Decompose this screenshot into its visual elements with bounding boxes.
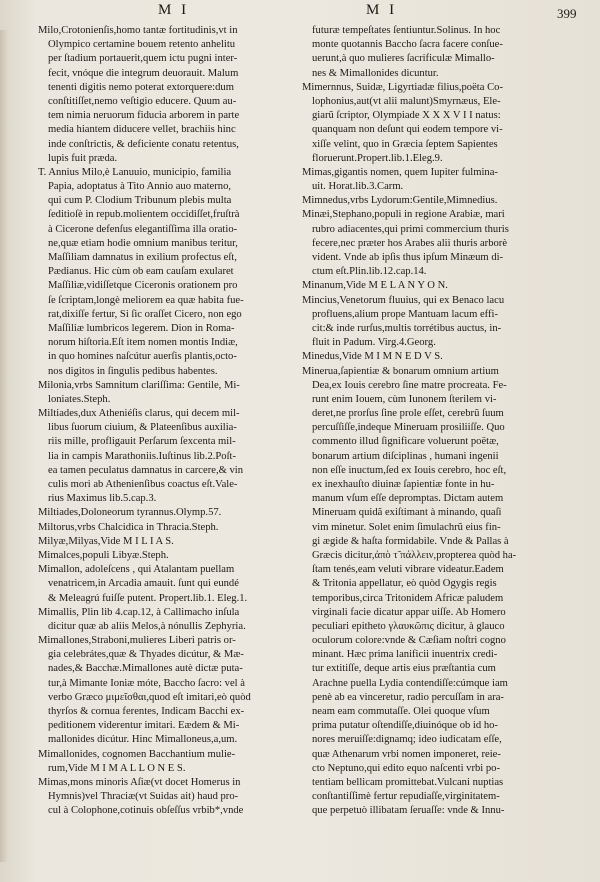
text-line: Mimallones,Straboni,mulieres Liberi patris or- <box>38 635 236 647</box>
text-line: Maſſiliam damnatus in exilium profectus eſt, <box>48 252 237 263</box>
text-line: libus ſuorum ciuium, & Plateenſibus auxilia- <box>48 422 237 434</box>
text-line: nos digitos in ſingulis pedibus habentes. <box>48 365 218 377</box>
text-line: per ſtadium portauerit,quem ictu pugni inter- <box>48 53 238 65</box>
text-line: ea tamen peculatus damnatus in carcere,& vin <box>48 464 244 476</box>
text-line: riis mille, profligauit Perſarum ſexcenta mil- <box>48 436 236 448</box>
text-line: lupis fuit præda. <box>48 152 118 164</box>
text-line: Mimallonides, cognomen Bacchantium mulie- <box>38 748 236 760</box>
text-line: uit. Horat.lib.3.Carm. <box>312 181 404 193</box>
text-line: Olympico certamine bouem retento anhelitu <box>48 39 236 51</box>
header-left-title: M I <box>158 2 190 18</box>
text-line: conſtitiſſet,nemo veſtigio educere. Quum au- <box>48 95 237 107</box>
text-line: xiſſe velint, quo in Græcia ſeptem Sapientes <box>312 138 498 150</box>
text-line: verbo Græco μιμεῖσθαι,quod eſt imitari,eò quòd <box>48 691 251 703</box>
text-line: profluens,alium prope Mantuam lacum effi- <box>312 308 499 320</box>
text-line: floruerunt.Propert.lib.1.Eleg.9. <box>312 152 443 164</box>
text-line: Minedus,Vide M I M N E D V S. <box>302 351 443 363</box>
text-line: penè ab ea vinceretur, radio percuſſam in ara- <box>312 691 504 703</box>
text-line: minant. Hæc prima lanificii inuentrix credi- <box>312 649 498 661</box>
text-line: Mimallon, adoleſcens , qui Atalantam puellam <box>38 564 235 576</box>
text-line: thyrſos & cornua ferentes, Indicam Bacchi ex- <box>48 706 245 717</box>
text-line: cit:& inde rurſus,multis torrétibus auctus, in- <box>312 322 502 334</box>
text-line: rat,dixiſſe fertur, Si ſic oraſſet Cicero, non ego <box>48 308 242 320</box>
text-line: cul à Colophone,cotinuis obſeſſus vrbib*,vnde <box>48 805 244 817</box>
text-line: Mimernnus, Suidæ, Ligyrtiadæ filius,poëta Co- <box>302 81 503 93</box>
text-line: Papia, adoptatus à Tito Annio auo materno, <box>48 181 232 193</box>
text-line: ſeditioſè in repub.molientem occidiſſet,fruſtrà <box>48 209 240 221</box>
text-line: lophonius,aut(vt alii malunt)Smyrnæus, Ele- <box>312 95 501 107</box>
text-line: percuſſiſſe,indeque Mineruam prosiliiſſe. Quo <box>312 422 505 434</box>
text-line: futuræ tempeſtates ſentiuntur.Solinus. In hoc <box>312 25 501 36</box>
text-line: cto Neptuno,qui edito equo naſcenti vrbi po- <box>312 762 500 774</box>
text-line: T. Annius Milo,è Lanuuio, municipio, familia <box>38 166 232 178</box>
text-line: neam eam commutaſſe. Olei quoque vſum <box>312 706 490 717</box>
text-line: uerunt,à quo mulieres ſacrificulæ Mimallo- <box>312 53 495 65</box>
text-line: peditionem viderentur imitari. Eædem & Mi- <box>48 720 240 732</box>
text-line: monte quotannis Baccho ſacra facere conſue- <box>312 39 503 51</box>
text-line: Græcis dicitur,ἀπὸ τ̃ πάλλειν,propterea quòd ha- <box>312 549 517 561</box>
text-line: lia in campis Marathoniis.Iuſtinus lib.2.Poſt- <box>48 450 237 462</box>
text-line: quæ Athenarum vrbi nomen imponeret, reie- <box>312 748 501 760</box>
text-line: rius Maximus lib.5.cap.3. <box>48 493 157 505</box>
right-column <box>302 24 584 819</box>
text-line: vident. Vnde ab ipſis thus ipſum Minæum di- <box>312 252 504 263</box>
text-line: tem nimia neruorum fiducia arborem in parte <box>48 110 240 122</box>
text-line: Pædianus. Hic cùm ob eam cauſam exularet <box>48 266 234 278</box>
text-line: mallonides dicútur. Hinc Mimalloneus,a,um. <box>48 734 238 746</box>
text-line: Milo,Crotonienſis,homo tantæ fortitudinis,vt in <box>38 25 238 36</box>
text-line: in quo homines naſcútur auerſis plantis,octo- <box>48 351 237 363</box>
text-line: Miltiades,Doloneorum tyrannus.Olymp.57. <box>38 507 222 519</box>
page-number: 399 <box>557 6 577 21</box>
text-line: commento illud ſignificare voluerunt poëtæ, <box>312 436 499 448</box>
text-line: culis mori ab Athenienſibus coactus eſt.Vale- <box>48 479 238 490</box>
text-line: Minæi,Stephano,populi in regione Arabiæ, mari <box>302 209 505 221</box>
text-line: tenenti digitis nemo poterat extorquere:dum <box>48 81 234 93</box>
text-line: norum hiſtoria.Eſt item nomen montis Indiæ, <box>48 337 238 349</box>
text-line: bonarum artium diſciplinas , humani ingenii <box>312 450 499 462</box>
text-line: media hiantem diducere vellet, brachiis hinc <box>48 124 236 136</box>
text-line: deret,ne prorſus ſine prole eſſet, cerebrũ ſuum <box>312 408 504 420</box>
text-line: fecit, vnóque die integrum deuorauit. Malum <box>48 67 239 79</box>
text-line: qui cum P. Clodium Tribunum plebis multa <box>48 195 232 207</box>
text-line: temporibus,circa Tritonidem Africæ paludem <box>312 592 504 604</box>
text-line: nades,& Bacchæ.Mimallones autè dictæ puta- <box>48 663 243 675</box>
text-line: conſtantiſſimè fertur repudiaſſe,virginitatem- <box>312 791 500 803</box>
text-line: Maſſiliæ,vidiſſetque Ciceronis orationem pro <box>48 280 238 292</box>
text-line: tur,à Mimante Ioniæ móte, Baccho ſacro: vel à <box>48 677 245 689</box>
text-line: Minanum,Vide M E L A N Y O N. <box>302 280 448 292</box>
text-line: Miltiades,dux Atheniéſis clarus, qui decem mil- <box>38 408 240 420</box>
text-line: ne,quæ etiam hodie omnium manibus teritur, <box>48 237 238 249</box>
text-line: virginali facie dicatur appar uiſſe. Ab Homero <box>312 606 506 618</box>
header-mid-title: M I <box>366 2 398 18</box>
text-line: Mincius,Venetorum fluuius, qui ex Benaco lacu <box>302 294 505 306</box>
text-line: Mimalces,populi Libyæ.Steph. <box>38 549 169 561</box>
text-line: tur extitiſſe, deque artis eius præſtantia cum <box>312 663 496 675</box>
left-column <box>38 24 306 819</box>
text-line: dicitur quæ ab aliis Melos,à nónullis Zephyria. <box>48 620 246 632</box>
text-line: Dea,ex Iouis cerebro ſine matre procreata. Fe- <box>312 379 507 391</box>
text-line: Mimas,mons minoris Aſiæ(vt docet Homerus in <box>38 776 241 788</box>
text-line: prima putatur oſtendiſſe,diuinóque ob id ho- <box>312 720 498 732</box>
text-line: rum,Vide M I M A L L O N E S. <box>48 762 186 774</box>
text-line: venatricem,in Arcadia amauit. ſunt qui eundé <box>48 578 239 590</box>
binding-shadow <box>0 30 8 862</box>
text-line: nores meruiſſe:dignamq; ideo iudicatam eſſe, <box>312 734 502 746</box>
text-line: & Meleagrú fuiſſe putent. Propert.lib.1. Eleg.1. <box>48 592 248 604</box>
text-line: Mimnedus,vrbs Lydorum:Gentile,Mimnedius. <box>302 195 498 207</box>
text-line: & Tritonia appellatur, eò quòd Ogygis regis <box>312 578 497 590</box>
text-line: inde conſtrictis, & deficiente conatu retentus, <box>48 138 239 150</box>
text-line: loniates.Steph. <box>48 393 111 405</box>
text-line: Mimallis, Plin lib 4.cap.12, à Callimacho inſula <box>38 606 240 618</box>
text-line: Miltorus,vrbs Chalcidica in Thracia.Steph. <box>38 521 219 533</box>
text-line: Mineruam quidã exiſtimant à minando, quaſi <box>312 507 502 519</box>
text-line: tentiam bellicam promittebat.Vulcani nuptias <box>312 776 504 788</box>
text-line: à Cicerone defenſus elegantiſſima illa oratio- <box>48 223 238 235</box>
text-line: rubro adiacentes,qui primi commercium thuris <box>312 223 509 235</box>
text-line: Hymnis)vel Thraciæ(vt Suidas ait) haud pro- <box>48 791 239 803</box>
text-line: oculorum colore:vnde & Cæſiam noſtri cogno <box>312 635 506 647</box>
text-line: Milyæ,Milyas,Vide M I L I A S. <box>38 535 174 547</box>
text-line: Milonia,vrbs Samnitum clariſſima: Gentile, Mi- <box>38 379 240 391</box>
text-line: nes & Mimallonides dicuntur. <box>312 67 439 79</box>
text-line: quanquam non deſunt qui eodem tempore vi- <box>312 124 503 136</box>
running-header <box>0 0 600 26</box>
text-line: Mimas,gigantis nomen, quem Iupiter fulmina- <box>302 166 498 178</box>
text-line: peculiari epitheto γλαυκῶπις dicitur, à glauco <box>312 620 505 632</box>
text-line: Arachne puella Lydia contendiſſe:cúmque iam <box>312 677 508 689</box>
text-line: giarũ ſcriptor, Olympiade X X X V I I natus: <box>312 110 501 122</box>
text-line: non eſſe inuctum,ſed ex Iouis cerebro, hoc eſt, <box>312 464 507 476</box>
text-line: manum vſum eſſe depromptas. Dictam autem <box>312 493 504 505</box>
text-line: que perpetuò illibatam ſeruaſſe: vnde & Innu- <box>312 805 505 817</box>
text-line: fecere,nec præter hos Arabes alii thuris arborè <box>312 237 508 249</box>
text-line: ctum eſt.Plin.lib.12.cap.14. <box>312 266 427 278</box>
text-line: Maſſiliæ lumbricos legerem. Dion in Roma- <box>48 322 235 334</box>
text-line: fluit in Padum. Virg.4.Georg. <box>312 337 436 349</box>
text-line: ſe ſcriptam,longè meliorem ea quæ habita fue- <box>48 294 244 306</box>
text-line: ex inexhauſto diuinæ ſapientiæ fonte in hu- <box>312 479 495 490</box>
text-line: gia celebrátes,quæ & Thyades dicútur, & Mæ- <box>48 649 244 661</box>
text-line: ſtam tenés,eam veluti vibrare videatur.Eadem <box>312 564 504 576</box>
text-line: vim minetur. Solet enim ſimulachrũ eius fin- <box>312 521 501 533</box>
text-line: gi ægide & haſta formidabile. Vnde & Pallas à <box>312 535 509 547</box>
text-line: runt enim Iouem, cùm Iunonem ſterilem vi- <box>312 393 497 405</box>
text-line: Minerua,ſapientiæ & bonarum omnium artium <box>302 365 499 377</box>
